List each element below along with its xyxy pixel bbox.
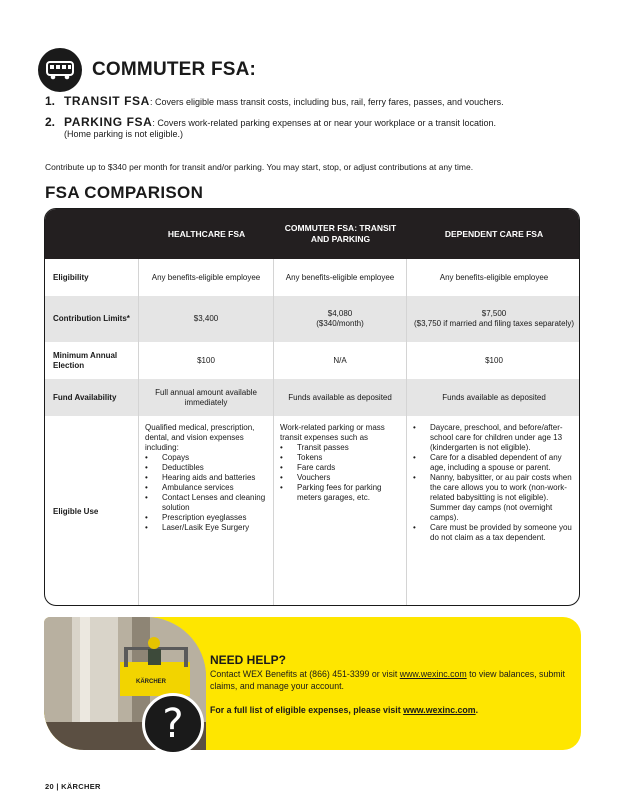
table-cell bbox=[407, 416, 580, 606]
list-item: • Deductibles bbox=[145, 463, 204, 472]
bullet-list bbox=[413, 423, 575, 543]
fsa-type-desc: : Covers eligible mass transit costs, including bus, rail, ferry fares, passes, and vouchers. bbox=[149, 97, 504, 107]
list-item: • Care must be provided by someone you do not claim as a tax dependent. bbox=[413, 523, 572, 542]
list-item: • Daycare, preschool, and before/after-school care for children under age 13 (kindergarten is not eligible). bbox=[413, 423, 563, 452]
section-title: FSA COMPARISON bbox=[45, 183, 204, 202]
fsa-type-name: PARKING FSA bbox=[64, 115, 153, 129]
table-row bbox=[45, 296, 579, 342]
table-row bbox=[45, 379, 579, 416]
bullet-list bbox=[145, 453, 267, 533]
row-label: Contribution Limits* bbox=[45, 296, 139, 342]
help-contact-line: Contact WEX Benefits at (866) 451-3399 or visit www.wexinc.com to view balances, submit claims, and manage your account. bbox=[210, 669, 565, 691]
list-item: • Vouchers bbox=[280, 473, 331, 482]
help-text bbox=[210, 654, 570, 716]
table-cell: $7,500 ($3,750 if married and filing taxes separately) bbox=[413, 309, 575, 328]
table-header bbox=[45, 209, 579, 259]
table-cell: Qualified medical, prescription, dental, and vision expenses including: • Copays • Deductibles • Hearing aids and batteries • Ambulance services • Contact Lenses and cleaning solution • Prescription eyeglasses • Laser/Lasik Eye Surgery bbox=[139, 416, 274, 606]
footer-brand: KÄRCHER bbox=[61, 782, 101, 791]
table-cell: $3,400 bbox=[139, 296, 274, 342]
page-title: COMMUTER FSA: bbox=[92, 59, 257, 80]
fsa-type-desc: : Covers work-related parking expenses at or near your workplace or a transit location. bbox=[152, 118, 497, 128]
list-item: • Ambulance services bbox=[145, 483, 234, 492]
fsa-types-list bbox=[45, 96, 585, 149]
row-label: Eligibility bbox=[45, 259, 139, 296]
table-row bbox=[45, 259, 579, 296]
column-header bbox=[45, 209, 139, 259]
list-item: • Care for a disabled dependent of any age, including a spouse or parent. bbox=[413, 453, 562, 472]
table-cell: Full annual amount available immediately bbox=[139, 379, 274, 416]
column-header: COMMUTER FSA: TRANSIT AND PARKING bbox=[284, 223, 397, 244]
table-cell: Work-related parking or mass transit expenses such as • Transit passes • Tokens • Fare cards • Vouchers • Parking fees for parking meters garages, etc. bbox=[274, 416, 407, 606]
list-item: • Tokens bbox=[280, 453, 323, 462]
row-label: Fund Availability bbox=[45, 379, 139, 416]
table-cell: Any benefits-eligible employee bbox=[439, 272, 549, 282]
table-cell: $4,080 ($340/month) bbox=[274, 296, 407, 342]
table-cell: Any benefits-eligible employee bbox=[274, 259, 407, 296]
bus-icon bbox=[38, 48, 82, 92]
photo-logo-text: KÄRCHER bbox=[136, 679, 166, 685]
fsa-type-note: (Home parking is not eligible.) bbox=[64, 129, 184, 139]
help-full-list-line: For a full list of eligible expenses, please visit www.wexinc.com. bbox=[210, 705, 479, 715]
comparison-table bbox=[44, 208, 580, 606]
table-cell: $100 bbox=[485, 355, 503, 365]
wex-link[interactable]: www.wexinc.com bbox=[403, 705, 476, 715]
column-header: DEPENDENT CARE FSA bbox=[444, 228, 544, 239]
list-item: • Transit passes bbox=[280, 443, 349, 452]
page-header bbox=[38, 48, 256, 92]
row-label: Minimum Annual Election bbox=[45, 342, 139, 379]
list-item: • Parking fees for parking meters garages, etc. bbox=[280, 483, 382, 502]
question-mark-icon: ? bbox=[142, 693, 204, 755]
list-item: • Laser/Lasik Eye Surgery bbox=[145, 523, 250, 532]
list-item: • Prescription eyeglasses bbox=[145, 513, 247, 522]
table-cell: Funds available as deposited bbox=[274, 379, 407, 416]
page-footer: 20 | KÄRCHER bbox=[45, 782, 101, 791]
list-item: 2. PARKING FSA: Covers work-related parking expenses at or near your workplace or a transit location. (Home parking is not eligible.) bbox=[45, 115, 497, 139]
contribution-note: Contribute up to $340 per month for transit and/or parking. You may start, stop, or adjust contributions at any time. bbox=[45, 162, 474, 172]
list-item: • Hearing aids and batteries bbox=[145, 473, 256, 482]
table-cell: Funds available as deposited bbox=[442, 392, 546, 402]
page-number: 20 bbox=[45, 782, 54, 791]
column-header: HEALTHCARE FSA bbox=[167, 228, 246, 239]
list-item: • Contact Lenses and cleaning solution bbox=[145, 493, 266, 512]
fsa-type-name: TRANSIT FSA bbox=[64, 94, 150, 108]
list-item: 1. TRANSIT FSA: Covers eligible mass transit costs, including bus, rail, ferry fares, passes, and vouchers. bbox=[45, 94, 504, 108]
table-cell: $100 bbox=[139, 342, 274, 379]
table-cell: Any benefits-eligible employee bbox=[139, 259, 274, 296]
table-cell: N/A bbox=[274, 342, 407, 379]
help-title: NEED HELP? bbox=[210, 653, 287, 667]
list-item: • Fare cards bbox=[280, 463, 336, 472]
table-row bbox=[45, 416, 579, 606]
list-item: • Nanny, babysitter, or au pair costs when the care allows you to work (non-work-related babysitting is not eligible). Summer day camps (not overnight camps). bbox=[413, 473, 572, 522]
bullet-list bbox=[280, 443, 400, 503]
wex-link[interactable]: www.wexinc.com bbox=[399, 669, 467, 679]
table-row bbox=[45, 342, 579, 379]
row-label: Eligible Use bbox=[45, 416, 139, 606]
list-item: • Copays bbox=[145, 453, 190, 462]
